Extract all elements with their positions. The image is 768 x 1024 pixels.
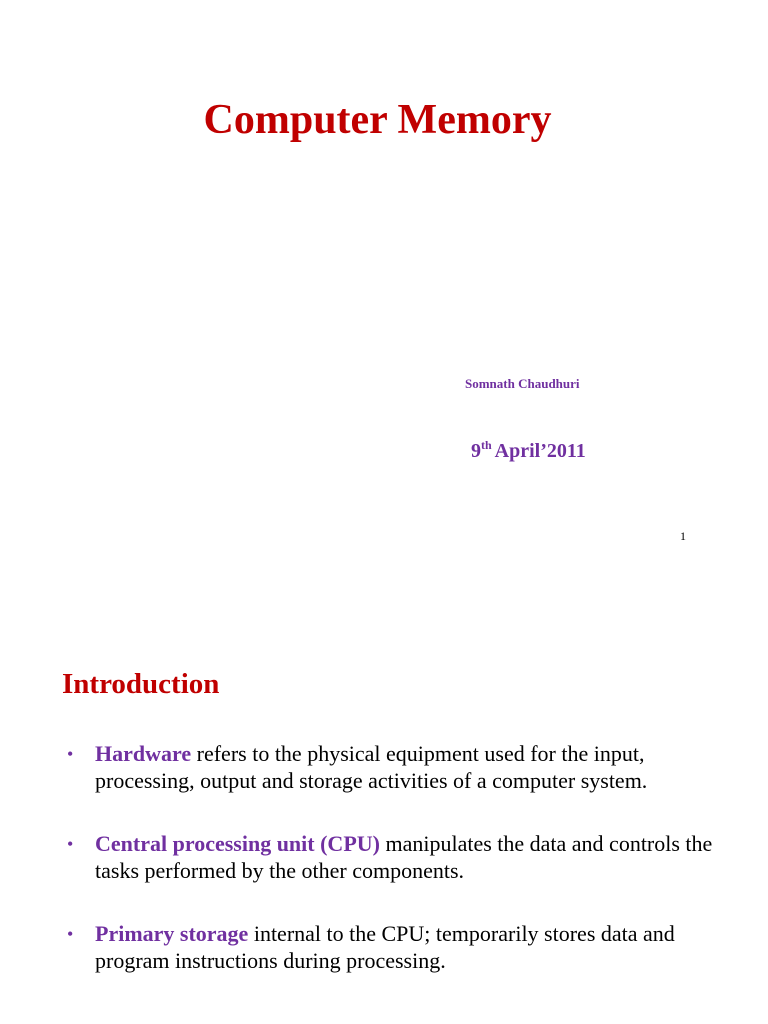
bullet-list bbox=[62, 741, 742, 1011]
date-suffix: th bbox=[481, 438, 492, 452]
presentation-date bbox=[471, 438, 586, 463]
introduction-slide bbox=[0, 600, 768, 1024]
bullet-item bbox=[62, 741, 742, 794]
bullet-dot-icon: • bbox=[67, 924, 74, 944]
slide-title: Computer Memory bbox=[203, 97, 552, 143]
bullet-text: internal to the CPU; temporarily stores data and program instructions during processing. bbox=[95, 921, 675, 973]
bullet-term: Primary storage bbox=[95, 921, 249, 946]
bullet-item bbox=[62, 921, 742, 974]
bullet-text: refers to the physical equipment used for the input, processing, output and storage activities of a computer system. bbox=[95, 741, 648, 793]
bullet-term: Central processing unit (CPU) bbox=[95, 831, 380, 856]
bullet-dot-icon: • bbox=[67, 744, 74, 764]
bullet-dot-icon: • bbox=[67, 834, 74, 854]
author-name: Somnath Chaudhuri bbox=[465, 376, 580, 391]
date-day: 9 bbox=[471, 440, 481, 462]
bullet-item bbox=[62, 831, 742, 884]
date-month-year: April’2011 bbox=[494, 440, 586, 462]
bullet-text: manipulates the data and controls the tasks performed by the other components. bbox=[95, 831, 713, 883]
section-heading: Introduction bbox=[62, 668, 220, 700]
page-number: 1 bbox=[680, 529, 686, 543]
bullet-term: Hardware bbox=[95, 741, 192, 766]
